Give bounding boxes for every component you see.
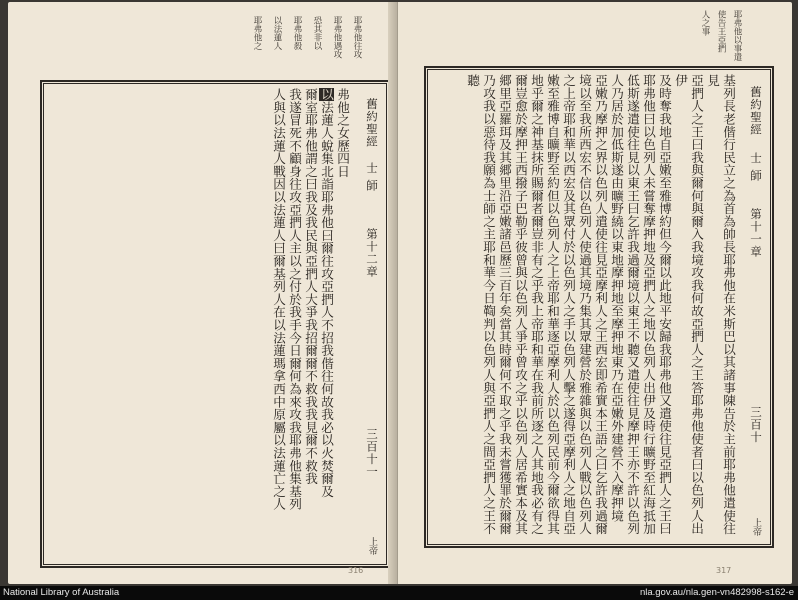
left-body-column: 我遂冒死不顧身往攻亞捫人主以之付於我手今日爾何為來攻我耶弗他集基列: [287, 88, 302, 511]
left-body-column: 爾室耶弗他謂之曰我及我民與亞捫人大爭我招爾爾不救我我見爾不救我: [303, 88, 318, 485]
left-top-note: 恐其非以: [312, 16, 322, 50]
right-body-column: 地乎爾之神基抹所賜爾者爾豈非有之乎我上帝耶和華在我前所逐之人其地我必有之: [529, 74, 544, 535]
right-page-body: [434, 74, 736, 538]
right-top-note: 人之事: [700, 10, 710, 36]
left-running-title: 舊約聖經: [365, 98, 379, 148]
left-top-note: 耶弗他之: [252, 16, 262, 50]
left-page-body: [50, 88, 350, 558]
left-top-note: 耶弗他遇攻: [332, 16, 342, 59]
right-body-column: 郷里亞羅珥及其郷里沿亞嫩諸邑歷三百年矣當其時爾何不取之乎我未嘗獲罪於爾爾: [497, 74, 512, 535]
right-top-note: 耶弗他以事遣: [732, 10, 742, 61]
right-top-note: 使告王亞捫: [716, 10, 726, 53]
left-bottom-stamp: 316: [348, 566, 364, 575]
left-body-column: 人與以法蓮人戰因以法蓮人曰爾基列人在以法蓮瑪拿西中原屬以法蓮亡之人: [271, 88, 286, 511]
right-body-column: 亞捫人之王曰我與爾何與爾入我境攻我何故亞捫人之王答耶弗他使者曰以色列人出伊: [673, 74, 704, 535]
left-page-number: 三百十一: [365, 428, 379, 478]
right-page: [398, 2, 792, 584]
left-chapter: 第十二章: [365, 228, 379, 278]
footer-url[interactable]: nla.gov.au/nla.gen-vn482998-s162-e: [639, 587, 794, 598]
left-top-note: 耶弗他往攻: [352, 16, 362, 59]
left-body-column: 以法蓮人蛻集北詣耶弗他曰爾往攻亞捫人不招我偕往何故我必以火焚爾及: [319, 88, 334, 498]
left-top-note: 以法蓮人: [272, 16, 282, 50]
right-book-name: 士師: [749, 152, 763, 187]
right-bottom-stamp: 317: [716, 566, 732, 575]
left-book-name: 士師: [365, 162, 379, 197]
right-body-column: 基列長老偕行民立之為首為帥長耶弗他在米斯巴以其諸事陳告於主前耶弗他遣使往見: [705, 74, 736, 535]
right-volume-mark: 上帝: [751, 518, 761, 536]
footer-library-name: National Library of Australia: [3, 587, 120, 598]
right-body-column: 耶弗他曰以色列人未嘗奪摩押地及亞捫人之地以色列人出伊及時行曠野至紅海抵加: [641, 74, 656, 535]
right-body-column: 爾豈愈於摩押王西撥子巴勒乎彼曾與以色列人爭乎曾攻之乎以色列人居希實本及其: [513, 74, 528, 535]
right-body-column: 嫩至雅博自曠野至約但以色列人之上帝耶和華逐亞摩利人於以色列民前今爾欲得其: [545, 74, 560, 535]
right-body-column: 人乃居於加低斯遂由曠野繞以東地摩押地至摩押地東乃在亞嫩外建營不入摩押境: [609, 74, 624, 522]
right-body-column: 境以至我所西宏不信以色列人使過其境乃集其眾建營於雅雜與以色列人戰以色列人: [577, 74, 592, 535]
left-volume-mark: 上帝: [367, 537, 377, 555]
left-body-column: 弗他之女歷四日: [335, 88, 350, 178]
right-running-title: 舊約聖經: [749, 86, 763, 136]
left-top-note: 耶弗他殺: [292, 16, 302, 50]
left-page: [8, 2, 396, 584]
right-body-column: 低斯遂遣使往見以東王曰乞許我過爾境以東王不聽又遣使往見摩押王亦不許以色列: [625, 74, 640, 535]
right-chapter: 第十一章: [749, 208, 763, 258]
right-page-number: 三百十: [749, 406, 763, 444]
right-body-column: 及時奪我地自亞嫩至雅博約但今爾以此地平安歸我耶弗他又遣使往見亞捫人之王曰: [657, 74, 672, 535]
right-body-column: 乃攻我以惡待我願為士師之主耶和華今日鞫判以色列人與亞捫人之間亞捫人之王不聽: [465, 74, 496, 535]
right-body-column: 之上帝耶和華以西宏及其眾付於以色列人之手以色列人擊之遂得亞摩利人之地自亞: [561, 74, 576, 535]
right-body-column: 亞嫩乃摩押之界以色列人遣使往見亞摩利人之王西宏即希實本王語之曰乞許我過爾: [593, 74, 608, 535]
footer-bar: [0, 586, 798, 600]
